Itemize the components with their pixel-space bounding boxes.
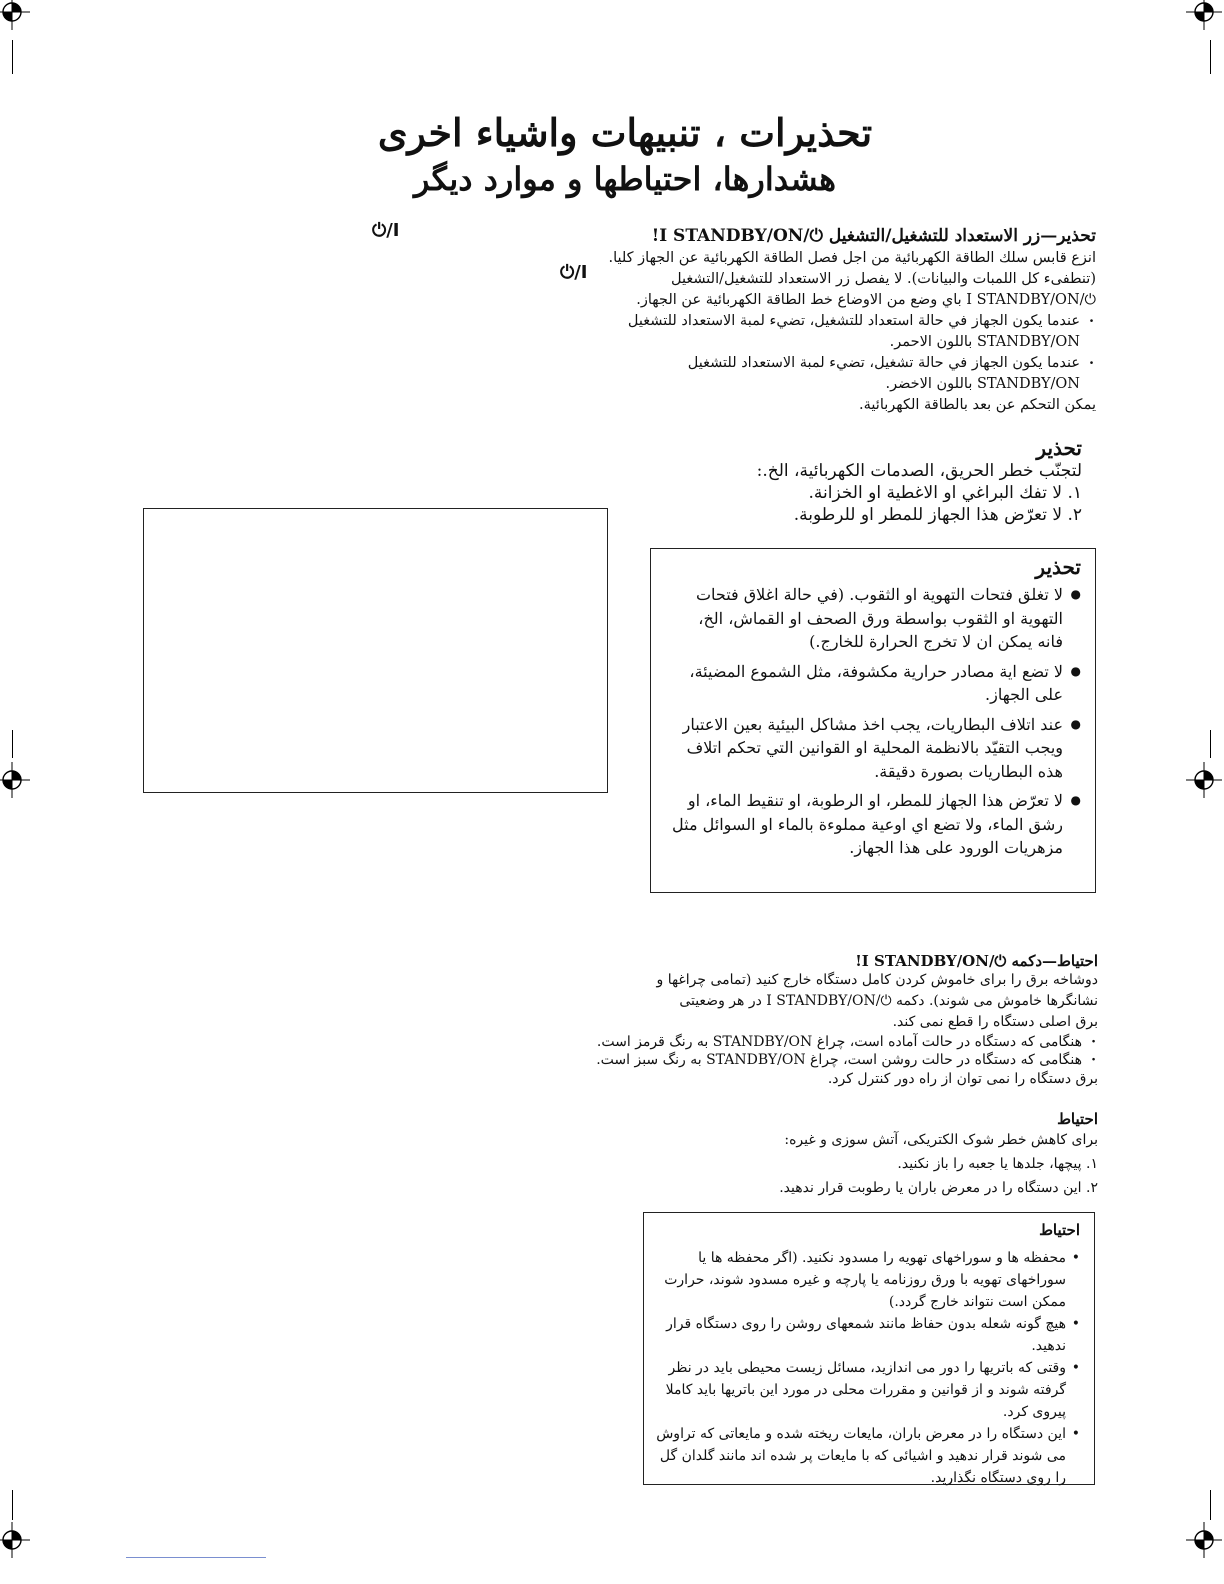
- list-item: ١. لا تفك البراغي او الاغطية او الخزانة.: [808, 483, 1082, 503]
- bullet-line: · هنگامی که دستگاه در حالت آماده است، چراغ STANDBY/ON به رنگ قرمز است.: [558, 1033, 1098, 1051]
- bullet-line: · عندما يكون الجهاز في حالة تشغيل، تضيء لمبة الاستعداد للتشغيل: [596, 353, 1096, 374]
- arabic-standby-heading: تحذير—زر الاستعداد للتشغيل/التشغيل ⏻/I STANDBY/ON!: [651, 226, 1096, 246]
- arabic-warning-box-heading: تحذير: [1035, 555, 1081, 579]
- list-item: ● لا تضع اية مصادر حرارية مكشوفة، مثل الشموع المضيئة، على الجهاز.: [669, 660, 1081, 707]
- list-item: ● عند اتلاف البطاريات، يجب اخذ مشاكل البيئية بعين الاعتبار ويجب التقيّد بالانظمة المحلية او القوانين التي تحكم اتلاف هذه البطاريات بصورة دقيقة.: [669, 713, 1081, 784]
- text-line: STANDBY/ON باللون الاحمر.: [889, 334, 1080, 350]
- text-line: STANDBY/ON باللون الاخضر.: [885, 376, 1080, 392]
- list-item: • محفظه ها و سوراخهای تهویه را مسدود نکنید. (اگر محفظه ها یا سوراخهای تهویه با ورق روزنامه یا پارچه و غیره مسدود شوند، حرارت ممکن است نتواند خارج گردد.): [654, 1247, 1080, 1313]
- registration-mark-mid-right: [1184, 760, 1224, 800]
- text-line: يمكن التحكم عن بعد بالطاقة الكهربائية.: [859, 397, 1096, 413]
- arabic-caution-section: [602, 436, 1082, 526]
- bullet-line: · هنگامی که دستگاه در حالت روشن است، چراغ STANDBY/ON به رنگ سبز است.: [558, 1051, 1098, 1069]
- registration-mark-top-right: [1184, 0, 1224, 32]
- persian-standby-heading: احتیاط—دکمه ⏻/I STANDBY/ON!: [855, 952, 1098, 970]
- text-line: انزع قابس سلك الطاقة الكهربائية من اجل فصل الطاقة الكهربائية عن الجهاز كليا.: [608, 250, 1096, 266]
- text-line: لتجنّب خطر الحريق، الصدمات الكهربائية، الخ.:: [756, 461, 1082, 481]
- text-line: (تنطفىء كل اللمبات والبيانات). لا يفصل زر الاستعداد للتشغيل/التشغيل: [670, 271, 1096, 287]
- list-item: • این دستگاه را در معرض باران، مایعات ریخته شده و مایعاتی که تراوش می شوند قرار ندهید و اشیائی که با مایعات پر شده اند مانند گلدان گل را روی دستگاه نگذارید.: [654, 1423, 1080, 1489]
- crop-line: [1210, 730, 1211, 758]
- registration-mark-bottom-left: [0, 1520, 32, 1560]
- text-line: نشانگرها خاموش می شوند). دکمه ⏻/I STANDBY/ON در هر وضعیتی: [679, 993, 1098, 1009]
- crop-line: [1210, 1490, 1211, 1520]
- persian-caution-heading: احتیاط: [1057, 1110, 1098, 1128]
- power-standby-symbol: ⏻/I: [560, 262, 588, 283]
- registration-mark-top-left: [0, 0, 32, 32]
- list-item: • وقتی که باتریها را دور می اندازید، مسائل زیست محیطی باید در نظر گرفته شوند و از قوانین و مقررات محلی در مورد این باتریها باید کاملا پیروی کرد.: [654, 1357, 1080, 1423]
- registration-mark-mid-left: [0, 760, 32, 800]
- list-item: • هیچ گونه شعله بدون حفاظ مانند شمعهای روشن را روی دستگاه قرار ندهید.: [654, 1313, 1080, 1357]
- crop-line: [12, 40, 13, 74]
- arabic-warning-box: [650, 548, 1096, 893]
- text-line: برق دستگاه را نمی توان از راه دور کنترل کرد.: [827, 1071, 1098, 1087]
- list-item: ١. پیچها، جلدها یا جعبه را باز نکنید.: [897, 1156, 1098, 1172]
- arabic-caution-heading: تحذير: [1036, 436, 1082, 460]
- list-item: ٢. این دستگاه را در معرض باران یا رطوبت قرار ندهید.: [779, 1180, 1098, 1196]
- text-line: دوشاخه برق را برای خاموش کردن کامل دستگاه خارج کنید (تمامی چراغها و: [656, 972, 1098, 988]
- bullet-line: · عندما يكون الجهاز في حالة استعداد للتشغيل، تضيء لمبة الاستعداد للتشغيل: [596, 311, 1096, 332]
- persian-caution-section: [558, 1110, 1098, 1200]
- image-placeholder-box: [143, 508, 608, 793]
- text-line: برق اصلی دستگاه را قطع نمی کند.: [892, 1014, 1098, 1030]
- power-standby-symbol: ⏻/I: [372, 220, 400, 241]
- arabic-warning-list: [669, 583, 1081, 860]
- crop-line: [1210, 40, 1211, 74]
- list-item: ● لا تعرّض هذا الجهاز للمطر، او الرطوبة، او تنقيط الماء، او رشق الماء، ولا تضع اي اوعية مملوءة بالماء او السوائل مثل مزهريات الورود على هذا الجهاز.: [669, 789, 1081, 860]
- crop-line: [12, 730, 13, 758]
- persian-standby-section: [558, 952, 1098, 1090]
- page-title-arabic: تحذيرات ، تنبيهات واشياء اخرى: [377, 110, 873, 155]
- arabic-standby-section: [596, 226, 1096, 416]
- list-item: ● لا تغلق فتحات التهوية او الثقوب. (في حالة اغلاق فتحات التهوية او الثقوب بواسطة ورق الصحف او القماش، الخ، فانه يمكن ان لا تخرج الحرارة للخارج.): [669, 583, 1081, 654]
- page-title-persian: هشدارها، احتیاطها و موارد دیگر: [414, 160, 836, 198]
- list-item: ٢. لا تعرّض هذا الجهاز للمطر او للرطوبة.: [793, 505, 1082, 525]
- persian-warning-box: [643, 1212, 1095, 1485]
- persian-warning-box-heading: احتیاط: [1039, 1221, 1080, 1239]
- text-line: ⏻/I STANDBY/ON باي وضع من الاوضاع خط الطاقة الكهربائية عن الجهاز.: [636, 292, 1096, 308]
- text-line: برای کاهش خطر شوک الکتریکی، آتش سوزی و غیره:: [784, 1132, 1098, 1148]
- registration-mark-bottom-right: [1184, 1520, 1224, 1560]
- crop-line: [12, 1490, 13, 1520]
- footer-rule: [126, 1557, 266, 1558]
